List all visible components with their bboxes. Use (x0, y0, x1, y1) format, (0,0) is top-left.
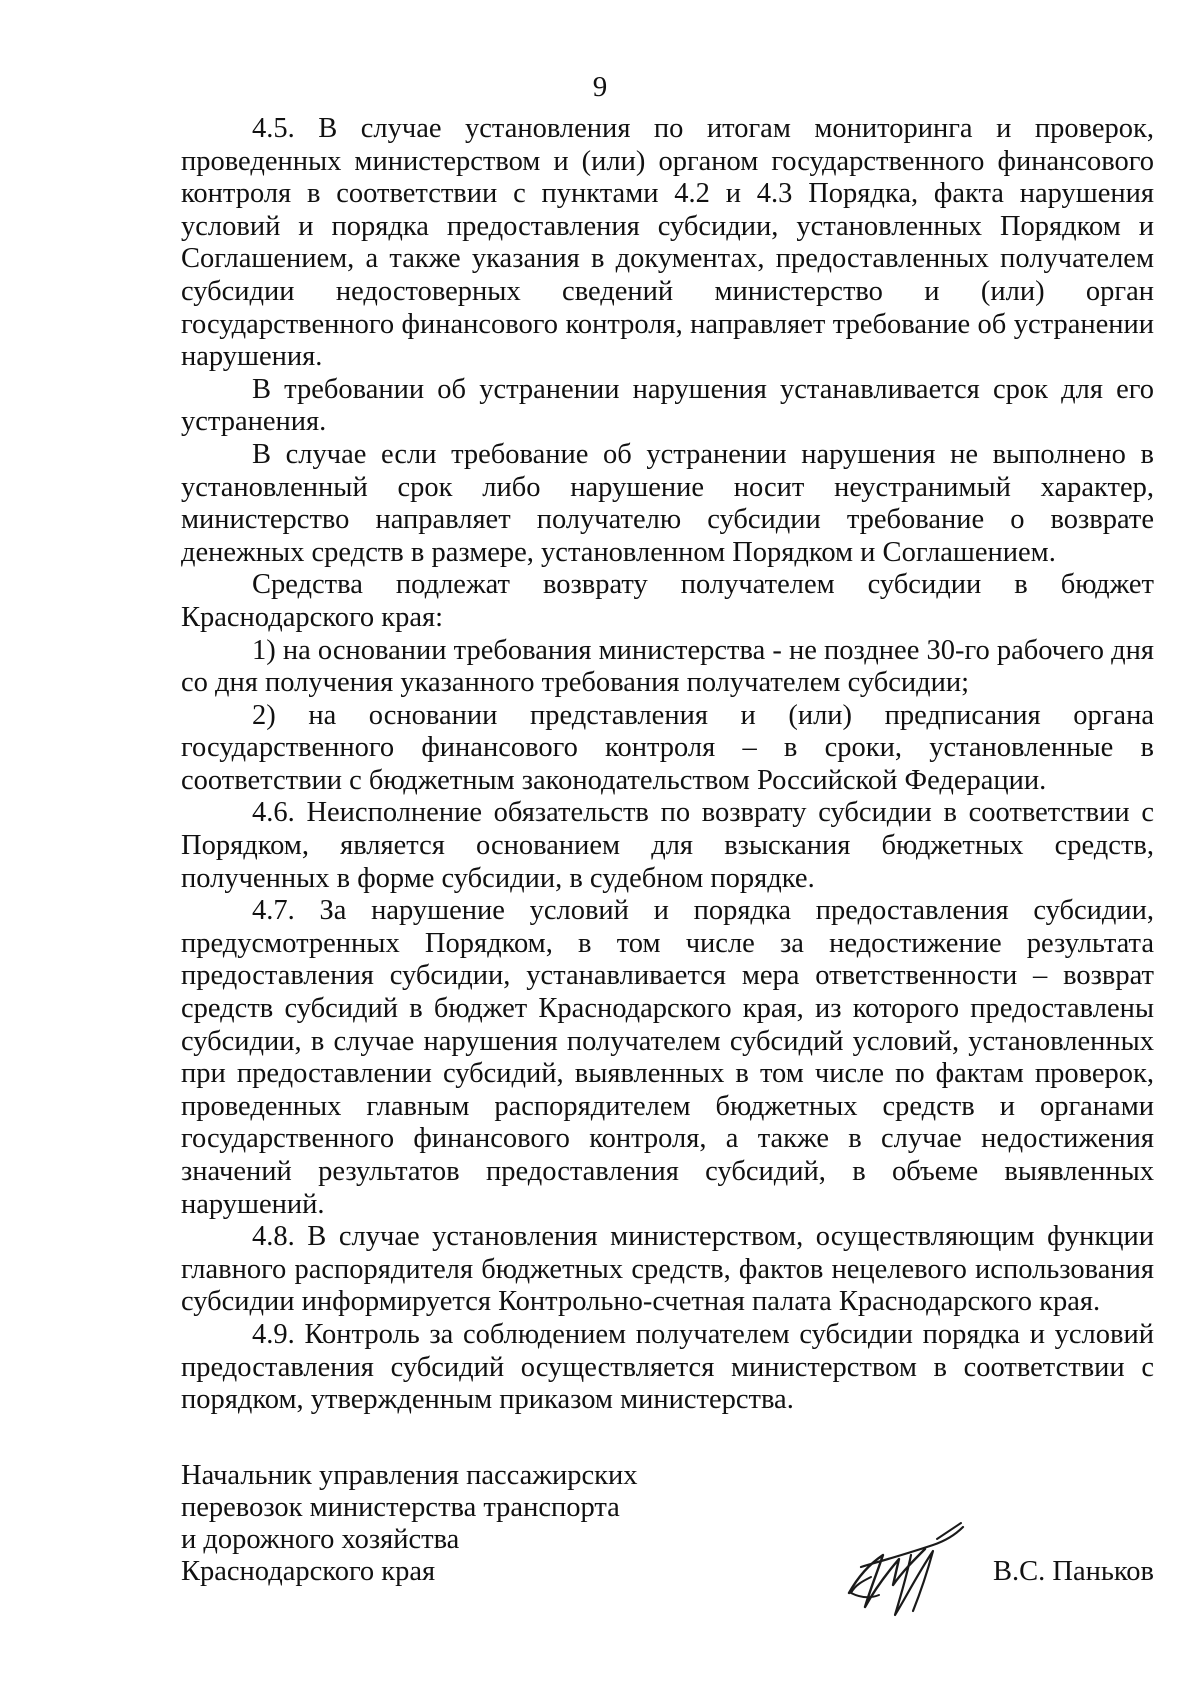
signer-name: В.С. Паньков (993, 1556, 1154, 1587)
page-number: 9 (592, 71, 608, 103)
signer-position-line: Начальник управления пассажирских (181, 1460, 638, 1491)
paragraph-item-1: 1) на основании требования министерства - не позднее 30-го рабочего дня со дня получения указанного требования получателем субсидии; (181, 634, 1154, 699)
paragraph-refund-demand: В случае если требование об устранении нарушения не выполнено в установленный срок либо нарушение носит неустранимый характер, министерство направляет получателю субсидии требование о возврате денежных средств в размере, установленном Порядком и Соглашением. (181, 438, 1154, 568)
signer-position-line: Краснодарского края (181, 1556, 436, 1587)
paragraph-4-7: 4.7. За нарушение условий и порядка предоставления субсидии, предусмотренных Порядком, в том числе за недостижение результата предоставления субсидии, устанавливается мера ответственности – возврат средств субсидий в бюджет Краснодарского края, из которого предоставлены субсидии, в случае нарушения получателем субсидий условий, установленных при предоставлении субсидий, выявленных в том числе по фактам проверок, проведенных главным распорядителем бюджетных средств и органами государственного финансового контроля, а также в случае недостижения значений результатов предоставления субсидий, в объеме выявленных нарушений. (181, 895, 1154, 1220)
paragraph-item-2: 2) на основании представления и (или) предписания органа государственного финансового контроля – в сроки, установленные в соответствии с бюджетным законодательством Российской Федерации. (181, 699, 1154, 796)
paragraph-deadline: В требовании об устранении нарушения устанавливается срок для его устранения. (181, 373, 1154, 438)
handwritten-signature (841, 1515, 971, 1620)
signature-block (181, 1460, 1154, 1620)
paragraph-4-6: 4.6. Неисполнение обязательств по возврату субсидии в соответствии с Порядком, является основанием для взыскания бюджетных средств, полученных в форме субсидии, в судебном порядке. (181, 797, 1154, 894)
signer-position-line: перевозок министерства транспорта (181, 1492, 620, 1523)
signer-position (181, 1460, 701, 1588)
paragraph-funds-return: Средства подлежат возврату получателем субсидии в бюджет Краснодарского края: (181, 569, 1154, 633)
document-body (181, 113, 1154, 1417)
paragraph-4-5: 4.5. В случае установления по итогам мониторинга и проверок, проведенных министерством и (или) органом государственного финансового контроля в соответствии с пунктами 4.2 и 4.3 Порядка, факта нарушения условий и порядка предоставления субсидии, установленных Порядком и Соглашением, а также указания в документах, предоставленных получателем субсидии недостоверных сведений министерство и (или) орган государственного финансового контроля, направляет требование об устранении нарушения. (181, 113, 1154, 373)
paragraph-4-8: 4.8. В случае установления министерством, осуществляющим функции главного распорядителя бюджетных средств, фактов нецелевого использования субсидии информируется Контрольно-счетная палата Краснодарского края. (181, 1221, 1154, 1318)
paragraph-4-9: 4.9. Контроль за соблюдением получателем субсидии порядка и условий предоставления субсидий осуществляется министерством в соответствии с порядком, утвержденным приказом министерства. (181, 1318, 1154, 1416)
signer-position-line: и дорожного хозяйства (181, 1524, 460, 1555)
